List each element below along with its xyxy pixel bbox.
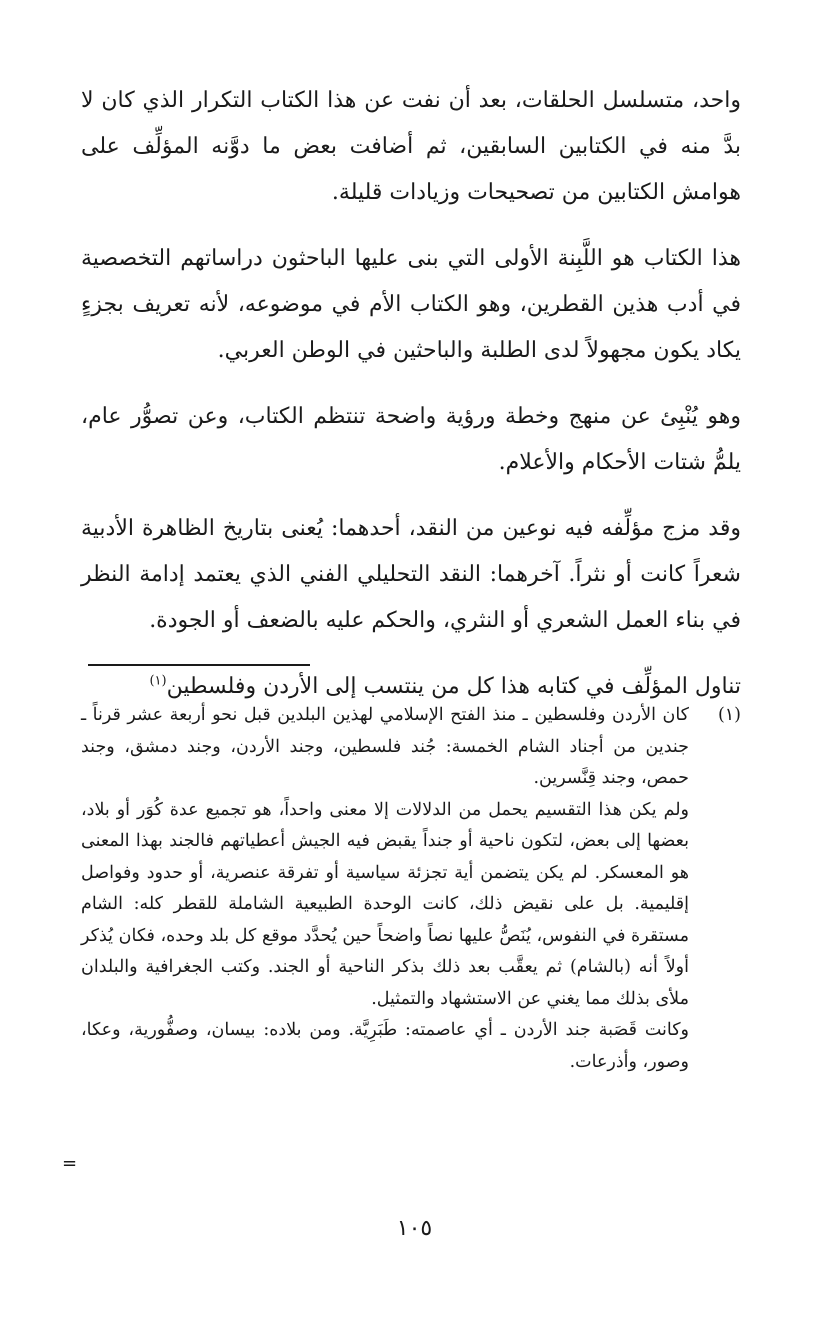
main-text (81, 78, 741, 730)
paragraph: هذا الكتاب هو اللَّبِنة الأولى التي بنى عليها الباحثون دراساتهم التخصصية في أدب هذين القطرين، وهو الكتاب الأم في موضوعه، لأنه تعريف بجزءٍ يكاد يكون مجهولاً لدى الطلبة والباحثين في الوطن العربي. (81, 246, 741, 363)
footnote-reference[interactable]: (١) (149, 673, 167, 689)
footnote-number: (١) (717, 705, 741, 725)
footnote-paragraph: وكانت قَصَبة جند الأردن ـ أي عاصمته: طَبَرِيَّة. ومن بلاده: بيسان، وصفُّورية، وعكا، وصور، وأذرعات. (81, 1020, 689, 1072)
footnote-continuation-mark: = (62, 1153, 78, 1174)
footnote (81, 700, 741, 1078)
page-number: ١٠٥ (396, 1216, 433, 1241)
footnote-paragraph: كان الأردن وفلسطين ـ منذ الفتح الإسلامي لهذين البلدين قبل نحو أربعة عشر قرناً ـ جندين من أجناد الشام الخمسة: جُند فلسطين، وجند الأردن، وجند دمشق، وجند حمص، وجند قِنَّسرين. (81, 705, 689, 788)
paragraph: واحد، متسلسل الحلقات، بعد أن نفت عن هذا الكتاب التكرار الذي كان لا بدَّ منه في الكتابين السابقين، ثم أضافت بعض ما دوَّنه المؤلِّف على هوامش الكتابين من تصحيحات وزيادات قليلة. (81, 88, 741, 205)
footnote-separator (88, 664, 310, 666)
paragraph-last-text: تناول المؤلِّف في كتابه هذا كل من ينتسب إلى الأردن وفلسطين (166, 674, 741, 699)
paragraph: وقد مزج مؤلِّفه فيه نوعين من النقد، أحدهما: يُعنى بتاريخ الظاهرة الأدبية شعراً كانت أو نثراً. آخرهما: النقد التحليلي الفني الذي يعتمد إدامة النظر في بناء العمل الشعري أو النثري، والحكم عليه بالضعف أو الجودة. (81, 516, 741, 633)
footnote-paragraph: ولم يكن هذا التقسيم يحمل من الدلالات إلا معنى واحداً، هو تجميع عدة كُوَر أو بلاد، بعضها إلى بعض، لتكون ناحية أو جنداً يقبض فيه الجيش أعطياتهم فالجند بهذا المعنى هو المعسكر. لم يكن يتضمن أية تجزئة سياسية أو تفرقة عنصرية، أو حدود وفواصل إقليمية. بل على نقيض ذلك، كانت الوحدة الطبيعية الشاملة للقطر كله: الشام مستقرة في النفوس، يُنَصُّ عليها نصاً واضحاً حين يُحدَّد موقع كل بلد وحده، فكان يُذكر أولاً أنه (بالشام) ثم يعقَّب بعد ذلك بذكر الناحية أو الجند. وكتب الجغرافية والبلدان ملأى بذلك مما يغني عن الاستشهاد والتمثيل. (81, 799, 689, 1009)
footnote-body (81, 700, 689, 1078)
paragraph: وهو يُنْبِئ عن منهج وخطة ورؤية واضحة تنتظم الكتاب، وعن تصوُّر عام، يلمُّ شتات الأحكام والأعلام. (81, 404, 741, 475)
